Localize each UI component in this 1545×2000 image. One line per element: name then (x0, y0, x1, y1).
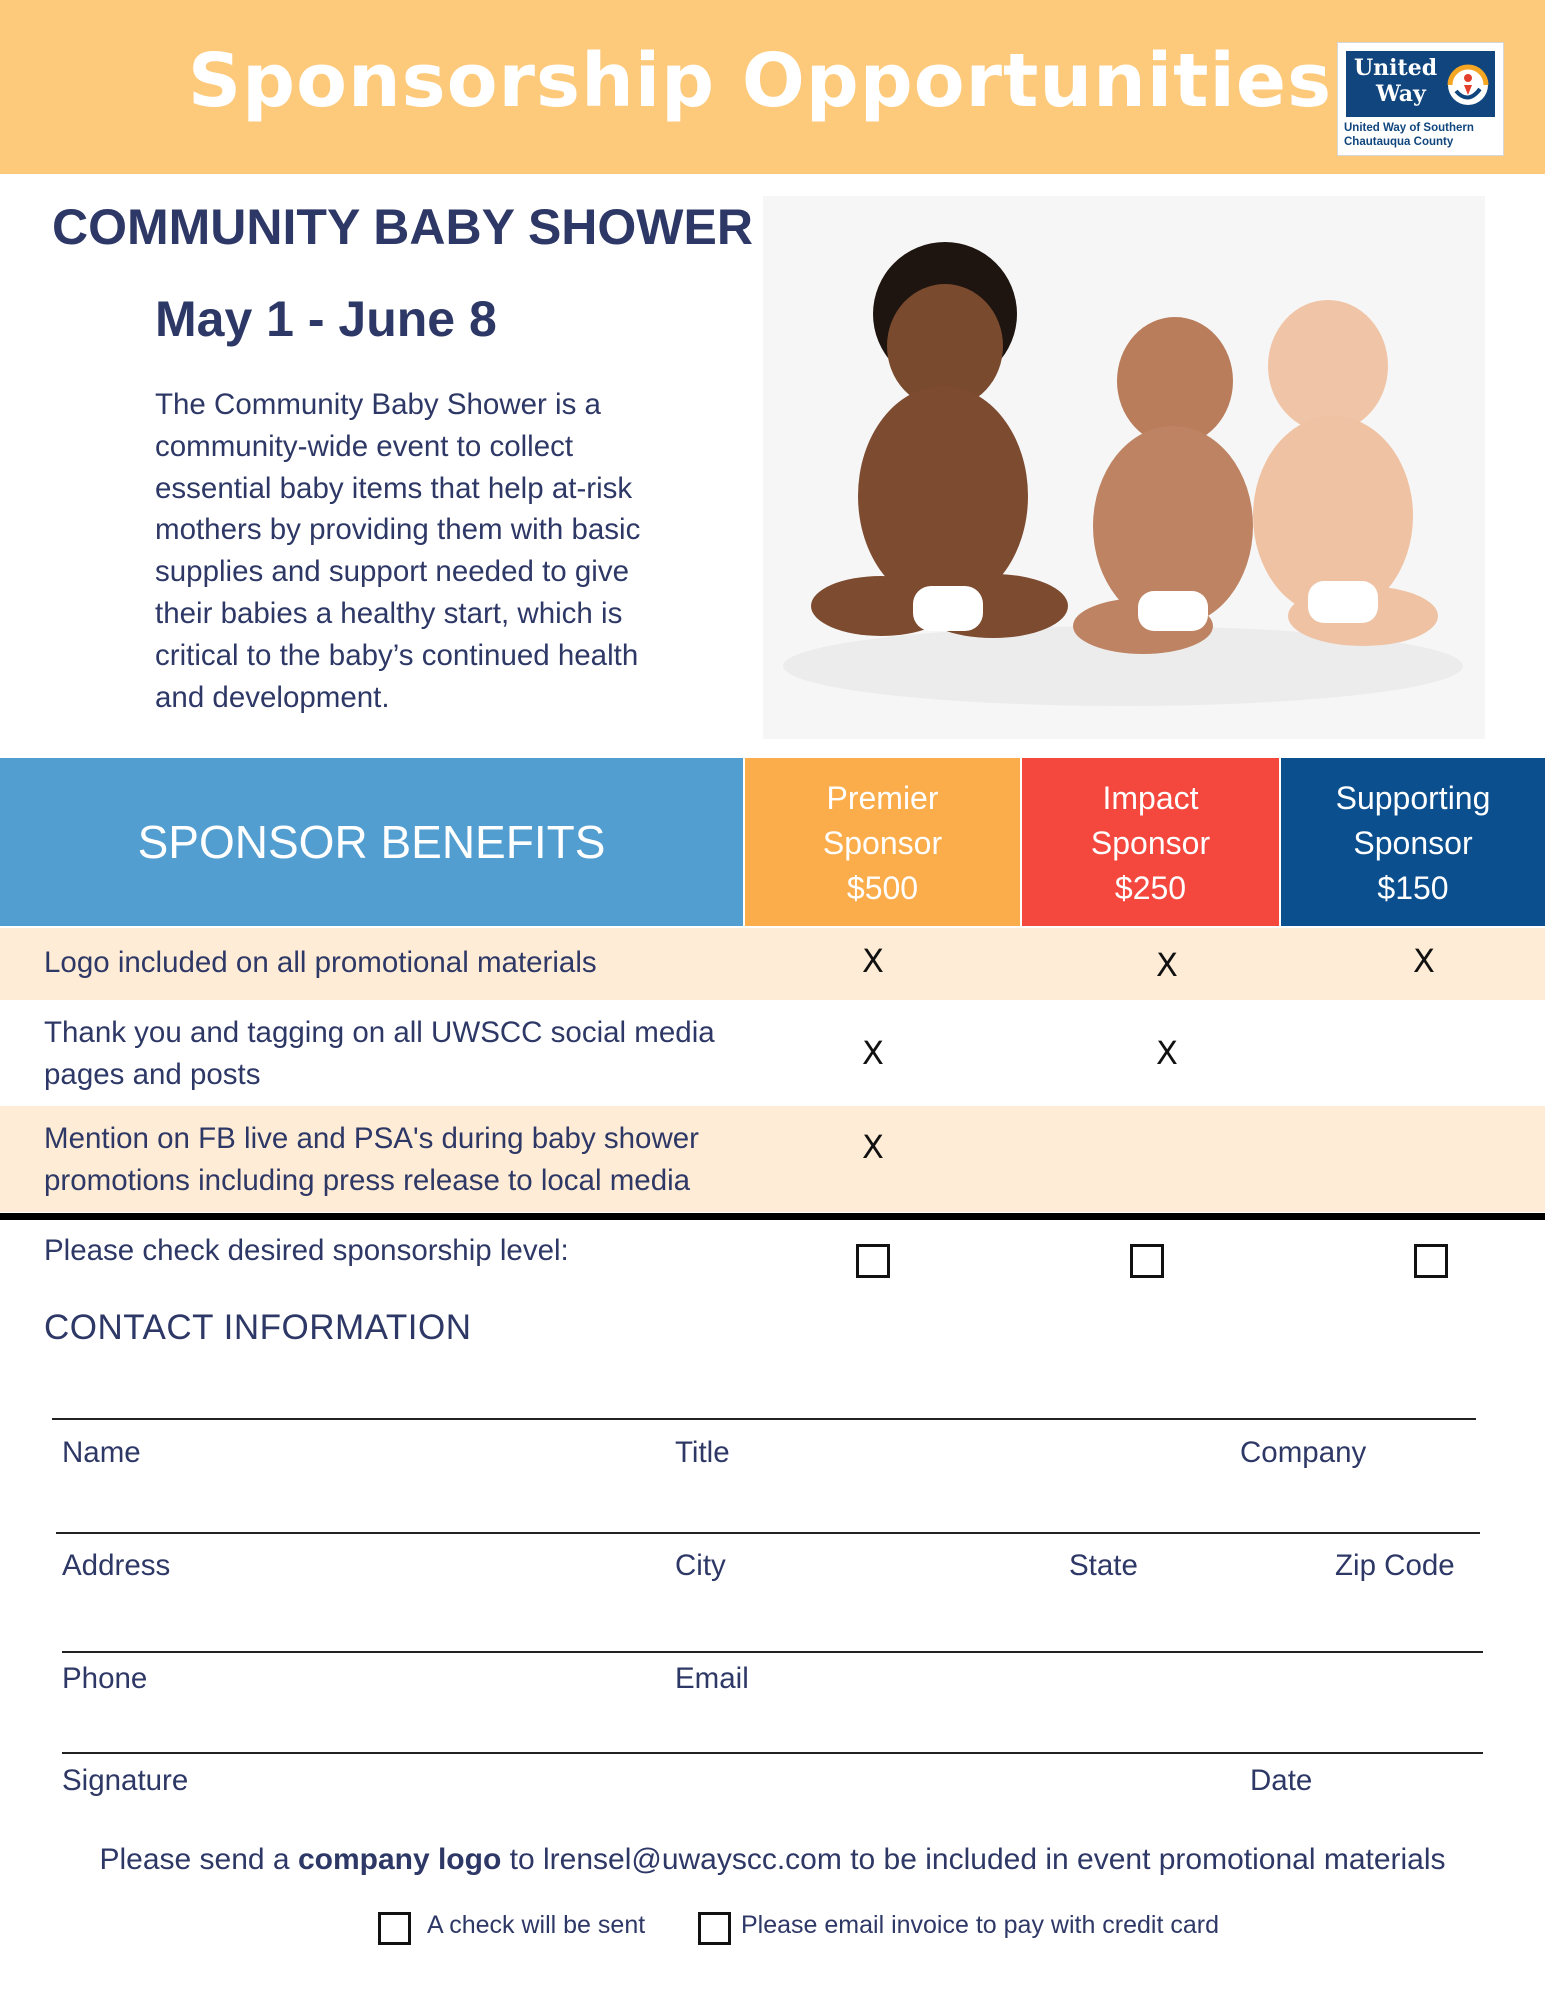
benefit-label: Logo included on all promotional materials (44, 946, 597, 979)
tier-price: $150 (1377, 870, 1449, 906)
benefit-row (0, 928, 1545, 1000)
babies-illustration (763, 196, 1485, 739)
impact-checkbox[interactable] (1130, 1244, 1164, 1278)
signature-line[interactable] (62, 1752, 1483, 1754)
date-label: Date (1250, 1764, 1313, 1797)
tier-name: Supporting (1335, 780, 1491, 816)
tier-supporting (1281, 758, 1545, 926)
logo-word-united: United (1354, 55, 1438, 81)
header-banner (0, 0, 1545, 174)
check-payment-label: A check will be sent (427, 1911, 646, 1939)
impact-mark: X (1156, 1034, 1178, 1072)
sponsor-benefits-header (0, 758, 743, 926)
benefit-label: Thank you and tagging on all UWSCC social media pages and posts (44, 1016, 715, 1091)
company-label: Company (1240, 1436, 1367, 1469)
tier-impact (1022, 758, 1279, 926)
logo-subtitle: United Way of Southern Chautauqua County (1344, 122, 1474, 148)
city-label: City (675, 1549, 726, 1582)
tier-name: Impact (1102, 780, 1199, 816)
babies-photo (763, 196, 1485, 739)
table-divider (0, 1213, 1545, 1220)
address-label: Address (62, 1549, 171, 1582)
benefit-row (0, 1106, 1545, 1212)
tier-premier (745, 758, 1020, 926)
sponsor-benefits-title: SPONSOR BENEFITS (137, 816, 606, 868)
premier-mark: X (862, 1128, 884, 1166)
tier-label: Sponsor (822, 825, 943, 861)
signature-label: Signature (62, 1764, 189, 1797)
tier-price: $500 (846, 870, 919, 906)
helping-hand-icon (1446, 61, 1490, 109)
phone-line[interactable] (62, 1651, 1483, 1653)
benefit-label: Mention on FB live and PSA's during baby shower promotions including press release to local media (44, 1122, 699, 1197)
event-description: The Community Baby Shower is a community-wide event to collect essential baby items that help at-risk mothers by providing them with basic supplies and support needed to give their babies a healthy start, which is critical to the baby’s continued health and development. (155, 388, 641, 714)
email-invoice-checkbox[interactable] (698, 1912, 731, 1945)
logo-request-note (0, 1843, 1545, 1877)
phone-label: Phone (62, 1662, 148, 1695)
premier-checkbox[interactable] (856, 1244, 890, 1278)
premier-mark: X (862, 1034, 884, 1072)
zip-code-label: Zip Code (1335, 1549, 1455, 1582)
contact-title: CONTACT INFORMATION (44, 1308, 472, 1347)
email-label: Email (675, 1662, 749, 1695)
tier-label: Sponsor (1090, 825, 1211, 861)
title-label: Title (675, 1436, 730, 1469)
supporting-checkbox[interactable] (1414, 1244, 1448, 1278)
benefit-row (0, 1004, 1545, 1104)
logo-badge (1346, 51, 1495, 117)
tier-name: Premier (826, 780, 939, 816)
check-level-label: Please check desired sponsorship level: (44, 1234, 569, 1267)
united-way-logo (1337, 42, 1504, 156)
name-label: Name (62, 1436, 141, 1469)
supporting-mark: X (1413, 942, 1435, 980)
logo-word-way: Way (1376, 81, 1426, 107)
address-line[interactable] (56, 1532, 1480, 1534)
state-label: State (1069, 1549, 1138, 1582)
email-invoice-label: Please email invoice to pay with credit card (741, 1911, 1220, 1939)
premier-mark: X (862, 942, 884, 980)
note-prefix: Please send a (99, 1843, 298, 1876)
event-name: COMMUNITY BABY SHOWER (52, 199, 753, 255)
note-suffix: to lrensel@uwayscc.com to be included in event promotional materials (501, 1843, 1446, 1876)
impact-mark: X (1156, 946, 1178, 984)
note-bold: company logo (297, 1843, 502, 1876)
tier-label: Sponsor (1353, 825, 1473, 861)
page-title: Sponsorship Opportunities (187, 38, 1333, 124)
tier-price: $250 (1114, 870, 1187, 906)
check-payment-checkbox[interactable] (378, 1912, 411, 1945)
event-dates: May 1 - June 8 (155, 291, 497, 347)
name-line[interactable] (52, 1418, 1476, 1420)
